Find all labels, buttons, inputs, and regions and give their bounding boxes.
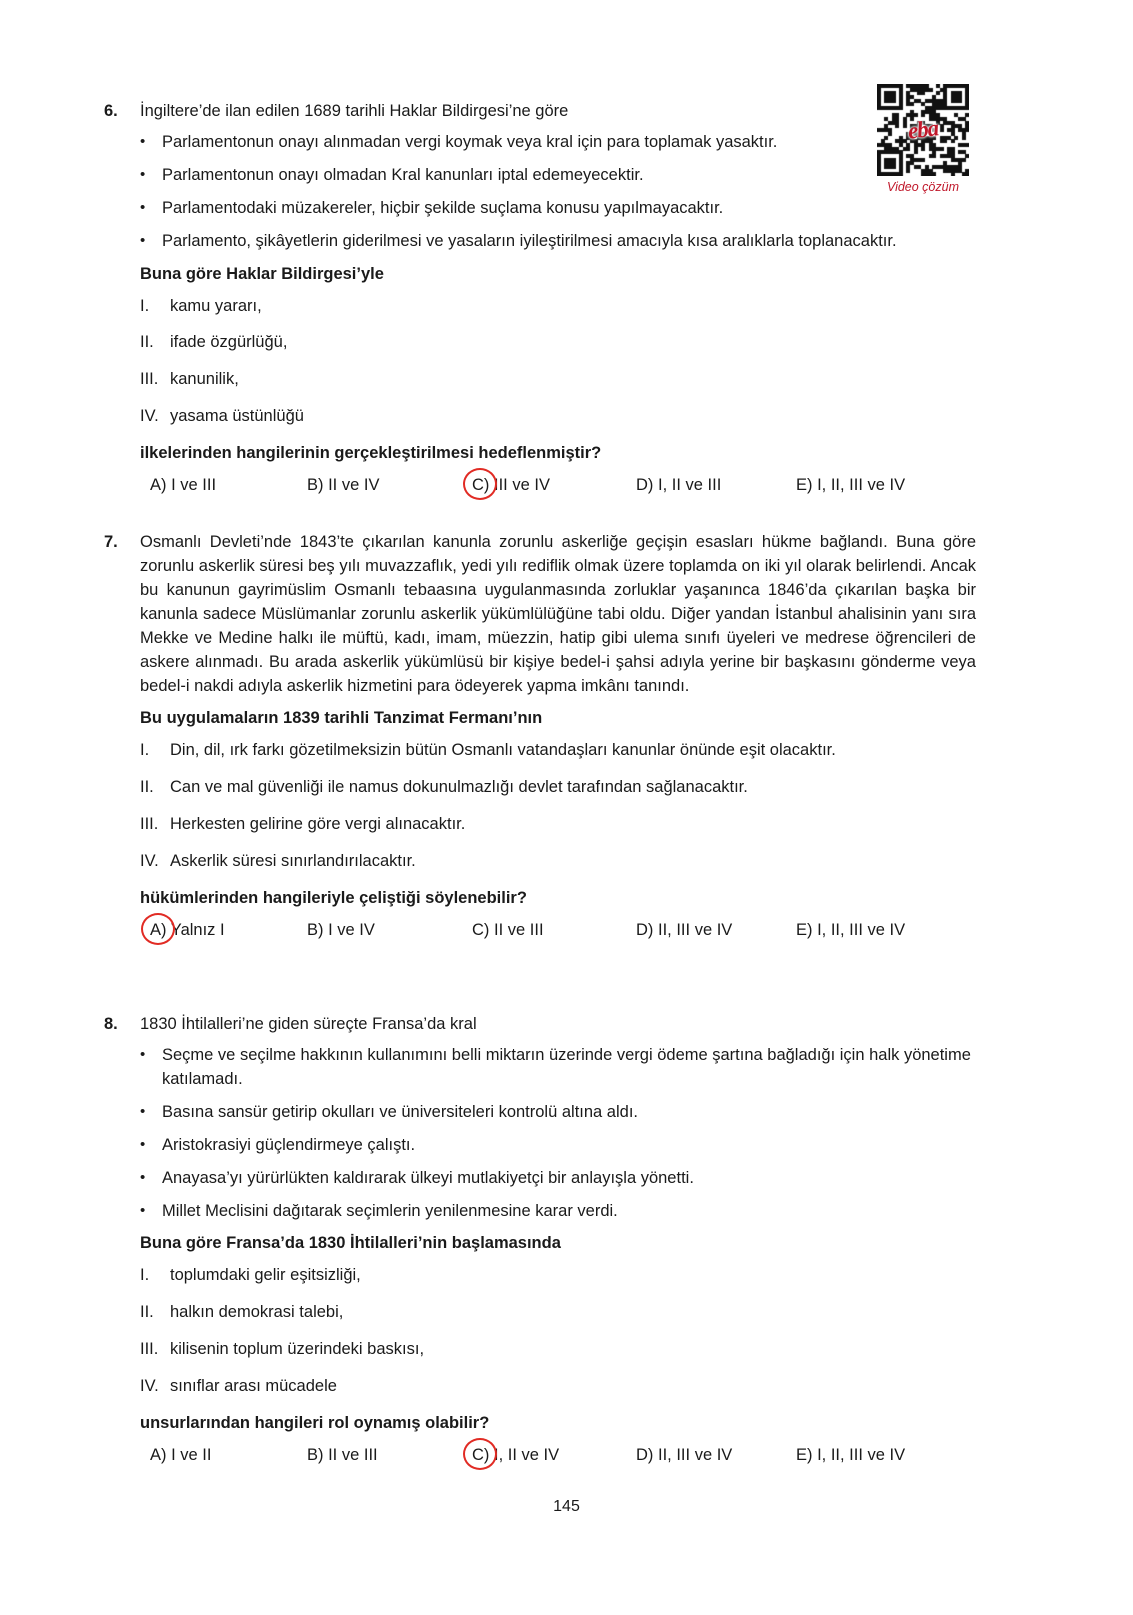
list-item (140, 331, 976, 355)
eba-logo: eba (906, 115, 940, 144)
roman-numeral: I. (140, 1266, 150, 1285)
roman-numeral: III. (140, 370, 159, 389)
question-7 (104, 531, 976, 949)
option-e-text: I, II, III ve IV (817, 1445, 906, 1464)
question-8-ask: unsurlarından hangileri rol oynamış olabilir? (140, 1414, 490, 1433)
bullet-icon: • (140, 165, 146, 183)
option-b-text: II ve III (328, 1445, 378, 1464)
option-c[interactable] (472, 474, 550, 498)
roman-text: yasama üstünlüğü (170, 407, 304, 426)
roman-numeral: II. (140, 1303, 154, 1322)
bullet-icon: • (140, 1045, 146, 1063)
option-e-letter: E) (796, 1445, 813, 1464)
option-c[interactable] (472, 919, 544, 943)
question-6 (104, 100, 976, 504)
option-d[interactable] (636, 1444, 732, 1468)
roman-text: halkın demokrasi talebi, (170, 1303, 344, 1322)
roman-numeral: IV. (140, 1377, 159, 1396)
list-item (140, 131, 976, 155)
bullet-text: Aristokrasiyi güçlendirmeye çalıştı. (162, 1135, 416, 1154)
question-8-number: 8. (104, 1015, 118, 1033)
question-6-lead: Buna göre Haklar Bildirgesi’yle (140, 264, 384, 283)
list-item (140, 164, 976, 188)
bullet-text: Parlamento, şikâyetlerin giderilmesi ve yasaların iyileştirilmesi amacıyla kısa aralıklarla toplanacaktır. (162, 231, 897, 250)
option-d-letter: D) (636, 920, 654, 939)
option-c-text: II ve III (494, 920, 544, 939)
list-item (140, 739, 976, 763)
roman-numeral: IV. (140, 407, 159, 426)
question-6-bullets (104, 131, 976, 254)
question-7-ask: hükümlerinden hangileriyle çeliştiği söylenebilir? (140, 889, 527, 908)
question-8-stem: 1830 İhtilalleri’ne giden süreçte Fransa’da kral (140, 1015, 477, 1033)
option-a-letter: A) (150, 476, 167, 495)
option-a-text: I ve II (171, 1445, 212, 1464)
option-b[interactable] (307, 1444, 378, 1468)
option-d-letter: D) (636, 1445, 654, 1464)
question-8 (104, 1013, 976, 1474)
list-item (140, 1375, 976, 1399)
question-7-lead: Bu uygulamaların 1839 tarihli Tanzimat Fermanı’nın (140, 709, 543, 728)
list-item (140, 813, 976, 837)
roman-text: kamu yararı, (170, 296, 262, 315)
option-a[interactable] (150, 474, 216, 498)
question-6-number: 6. (104, 102, 118, 120)
option-c-letter: C) (472, 920, 490, 939)
page-number: 145 (553, 1498, 580, 1515)
option-e-letter: E) (796, 476, 813, 495)
list-item (140, 1301, 976, 1325)
list-item (140, 197, 976, 221)
list-item (140, 1134, 976, 1158)
list-item (140, 405, 976, 429)
question-8-header (104, 1013, 976, 1037)
roman-text: Herkesten gelirine göre vergi alınacaktır. (170, 815, 466, 834)
question-8-options (140, 1444, 976, 1474)
bullet-icon: • (140, 1201, 146, 1219)
roman-numeral: II. (140, 778, 154, 797)
option-e-letter: E) (796, 920, 813, 939)
option-d-letter: D) (636, 476, 654, 495)
question-7-header (104, 531, 976, 698)
question-6-ask: ilkelerinden hangilerinin gerçekleştirilmesi hedeflenmiştir? (140, 444, 602, 463)
bullet-icon: • (140, 231, 146, 249)
option-b-letter: B) (307, 1445, 324, 1464)
option-c-text: III ve IV (494, 476, 550, 495)
bullet-icon: • (140, 1102, 146, 1120)
option-b[interactable] (307, 474, 379, 498)
bullet-text: Basına sansür getirip okulları ve üniversiteleri kontrolü altına aldı. (162, 1102, 638, 1121)
list-item (140, 1044, 976, 1092)
list-item (140, 368, 976, 392)
bullet-icon: • (140, 1168, 146, 1186)
option-e[interactable] (796, 474, 905, 498)
roman-numeral: III. (140, 815, 159, 834)
bullet-text: Parlamentonun onayı olmadan Kral kanunları iptal edemeyecektir. (162, 165, 644, 184)
option-b-text: I ve IV (328, 920, 375, 939)
option-b-letter: B) (307, 476, 324, 495)
option-c-text: I, II ve IV (494, 1445, 560, 1464)
list-item (140, 1101, 976, 1125)
option-b[interactable] (307, 919, 375, 943)
option-e[interactable] (796, 919, 905, 943)
question-6-roman-list (140, 295, 976, 430)
question-7-number: 7. (104, 533, 118, 551)
roman-text: Can ve mal güvenliği ile namus dokunulmazlığı devlet tarafından sağlanacaktır. (170, 778, 748, 797)
option-e-text: I, II, III ve IV (817, 920, 906, 939)
option-b-text: II ve IV (328, 476, 380, 495)
option-c-letter: C) (472, 1444, 489, 1468)
question-7-roman-list (140, 739, 976, 874)
roman-text: sınıflar arası mücadele (170, 1377, 337, 1396)
bullet-icon: • (140, 198, 146, 216)
question-7-stem: Osmanlı Devleti’nde 1843’te çıkarılan kanunla zorunlu askerliğe geçişin esasları hükme bağlandı. Buna göre zorunlu askerlik süresi beş yılı muvazzaflık, yedi yılı rediflik olmak üzere toplamda on iki yıl olarak belirlendi. Ancak bu kanunun gayrimüslim Osmanlı tebaasına uygulanmasında zorluklar yaşanınca 1846’da çıkarılan başka bir kanunla sadece Müslümanlar zorunlu askerlik yükümlülüğüne tabi oldu. Diğer yandan İstanbul ahalisinin yanı sıra Mekke ve Medine halkı ile müftü, kadı, imam, müezzin, hatip gibi ulema sınıfı üyeleri ve medrese öğrencileri de askere alınmadı. Bu arada askerlik yükümlüsü bir kişiye bedel-i şahsi adıyla yerine bir başkasını gönderme veya bedel-i nakdi adıyla askerlik hizmetini para ödeyerek yapma imkânı tanındı. (140, 533, 976, 695)
option-a[interactable] (150, 1444, 211, 1468)
bullet-text: Anayasa’yı yürürlükten kaldırarak ülkeyi mutlakiyetçi bir anlayışla yönetti. (162, 1168, 694, 1187)
option-d-text: I, II ve III (658, 476, 722, 495)
roman-numeral: I. (140, 741, 150, 760)
roman-text: Askerlik süresi sınırlandırılacaktır. (170, 852, 416, 871)
option-a-text: I ve III (171, 476, 217, 495)
option-b-letter: B) (307, 920, 324, 939)
list-item (140, 1167, 976, 1191)
list-item (140, 295, 976, 319)
option-d-text: II, III ve IV (658, 920, 733, 939)
list-item (140, 1264, 976, 1288)
bullet-text: Parlamentonun onayı alınmadan vergi koymak veya kral için para toplamak yasaktır. (162, 132, 778, 151)
list-item (140, 850, 976, 874)
question-8-roman-list (140, 1264, 976, 1399)
roman-text: toplumdaki gelir eşitsizliği, (170, 1266, 361, 1285)
option-e-text: I, II, III ve IV (817, 476, 906, 495)
question-8-bullets (104, 1044, 976, 1224)
list-item (140, 1338, 976, 1362)
question-8-lead: Buna göre Fransa’da 1830 İhtilalleri’nin başlamasında (140, 1234, 561, 1253)
question-6-header (104, 100, 976, 124)
option-c-letter: C) (472, 474, 489, 498)
list-item (140, 1200, 976, 1224)
roman-numeral: III. (140, 1340, 159, 1359)
roman-numeral: II. (140, 333, 154, 352)
video-solution-caption: Video çözüm (886, 180, 960, 194)
option-a-letter: A) (150, 919, 167, 943)
bullet-icon: • (140, 1135, 146, 1153)
option-a-letter: A) (150, 1445, 167, 1464)
list-item (140, 230, 976, 254)
roman-text: kanunilik, (170, 370, 239, 389)
bullet-text: Parlamentodaki müzakereler, hiçbir şekilde suçlama konusu yapılmayacaktır. (162, 198, 724, 217)
bullet-text: Millet Meclisini dağıtarak seçimlerin yenilenmesine karar verdi. (162, 1201, 618, 1220)
list-item (140, 776, 976, 800)
question-6-stem: İngiltere’de ilan edilen 1689 tarihli Haklar Bildirgesi’ne göre (140, 102, 569, 120)
bullet-icon: • (140, 132, 146, 150)
option-a[interactable] (150, 919, 225, 943)
option-e[interactable] (796, 1444, 905, 1468)
roman-numeral: IV. (140, 852, 159, 871)
option-a-text: Yalnız I (170, 920, 225, 939)
option-c[interactable] (472, 1444, 559, 1468)
roman-text: kilisenin toplum üzerindeki baskısı, (170, 1340, 425, 1359)
roman-text: ifade özgürlüğü, (170, 333, 288, 352)
question-7-options (140, 919, 976, 949)
option-d-text: II, III ve IV (658, 1445, 733, 1464)
question-6-options (140, 474, 976, 504)
bullet-text: Seçme ve seçilme hakkının kullanımını belli miktarın üzerinde vergi ödeme şartına bağladığı için halk yönetime katılamadı. (162, 1045, 971, 1088)
option-d[interactable] (636, 919, 732, 943)
option-d[interactable] (636, 474, 721, 498)
roman-text: Din, dil, ırk farkı gözetilmeksizin bütün Osmanlı vatandaşları kanunlar önünde eşit olacaktır. (170, 741, 836, 760)
roman-numeral: I. (140, 296, 150, 315)
